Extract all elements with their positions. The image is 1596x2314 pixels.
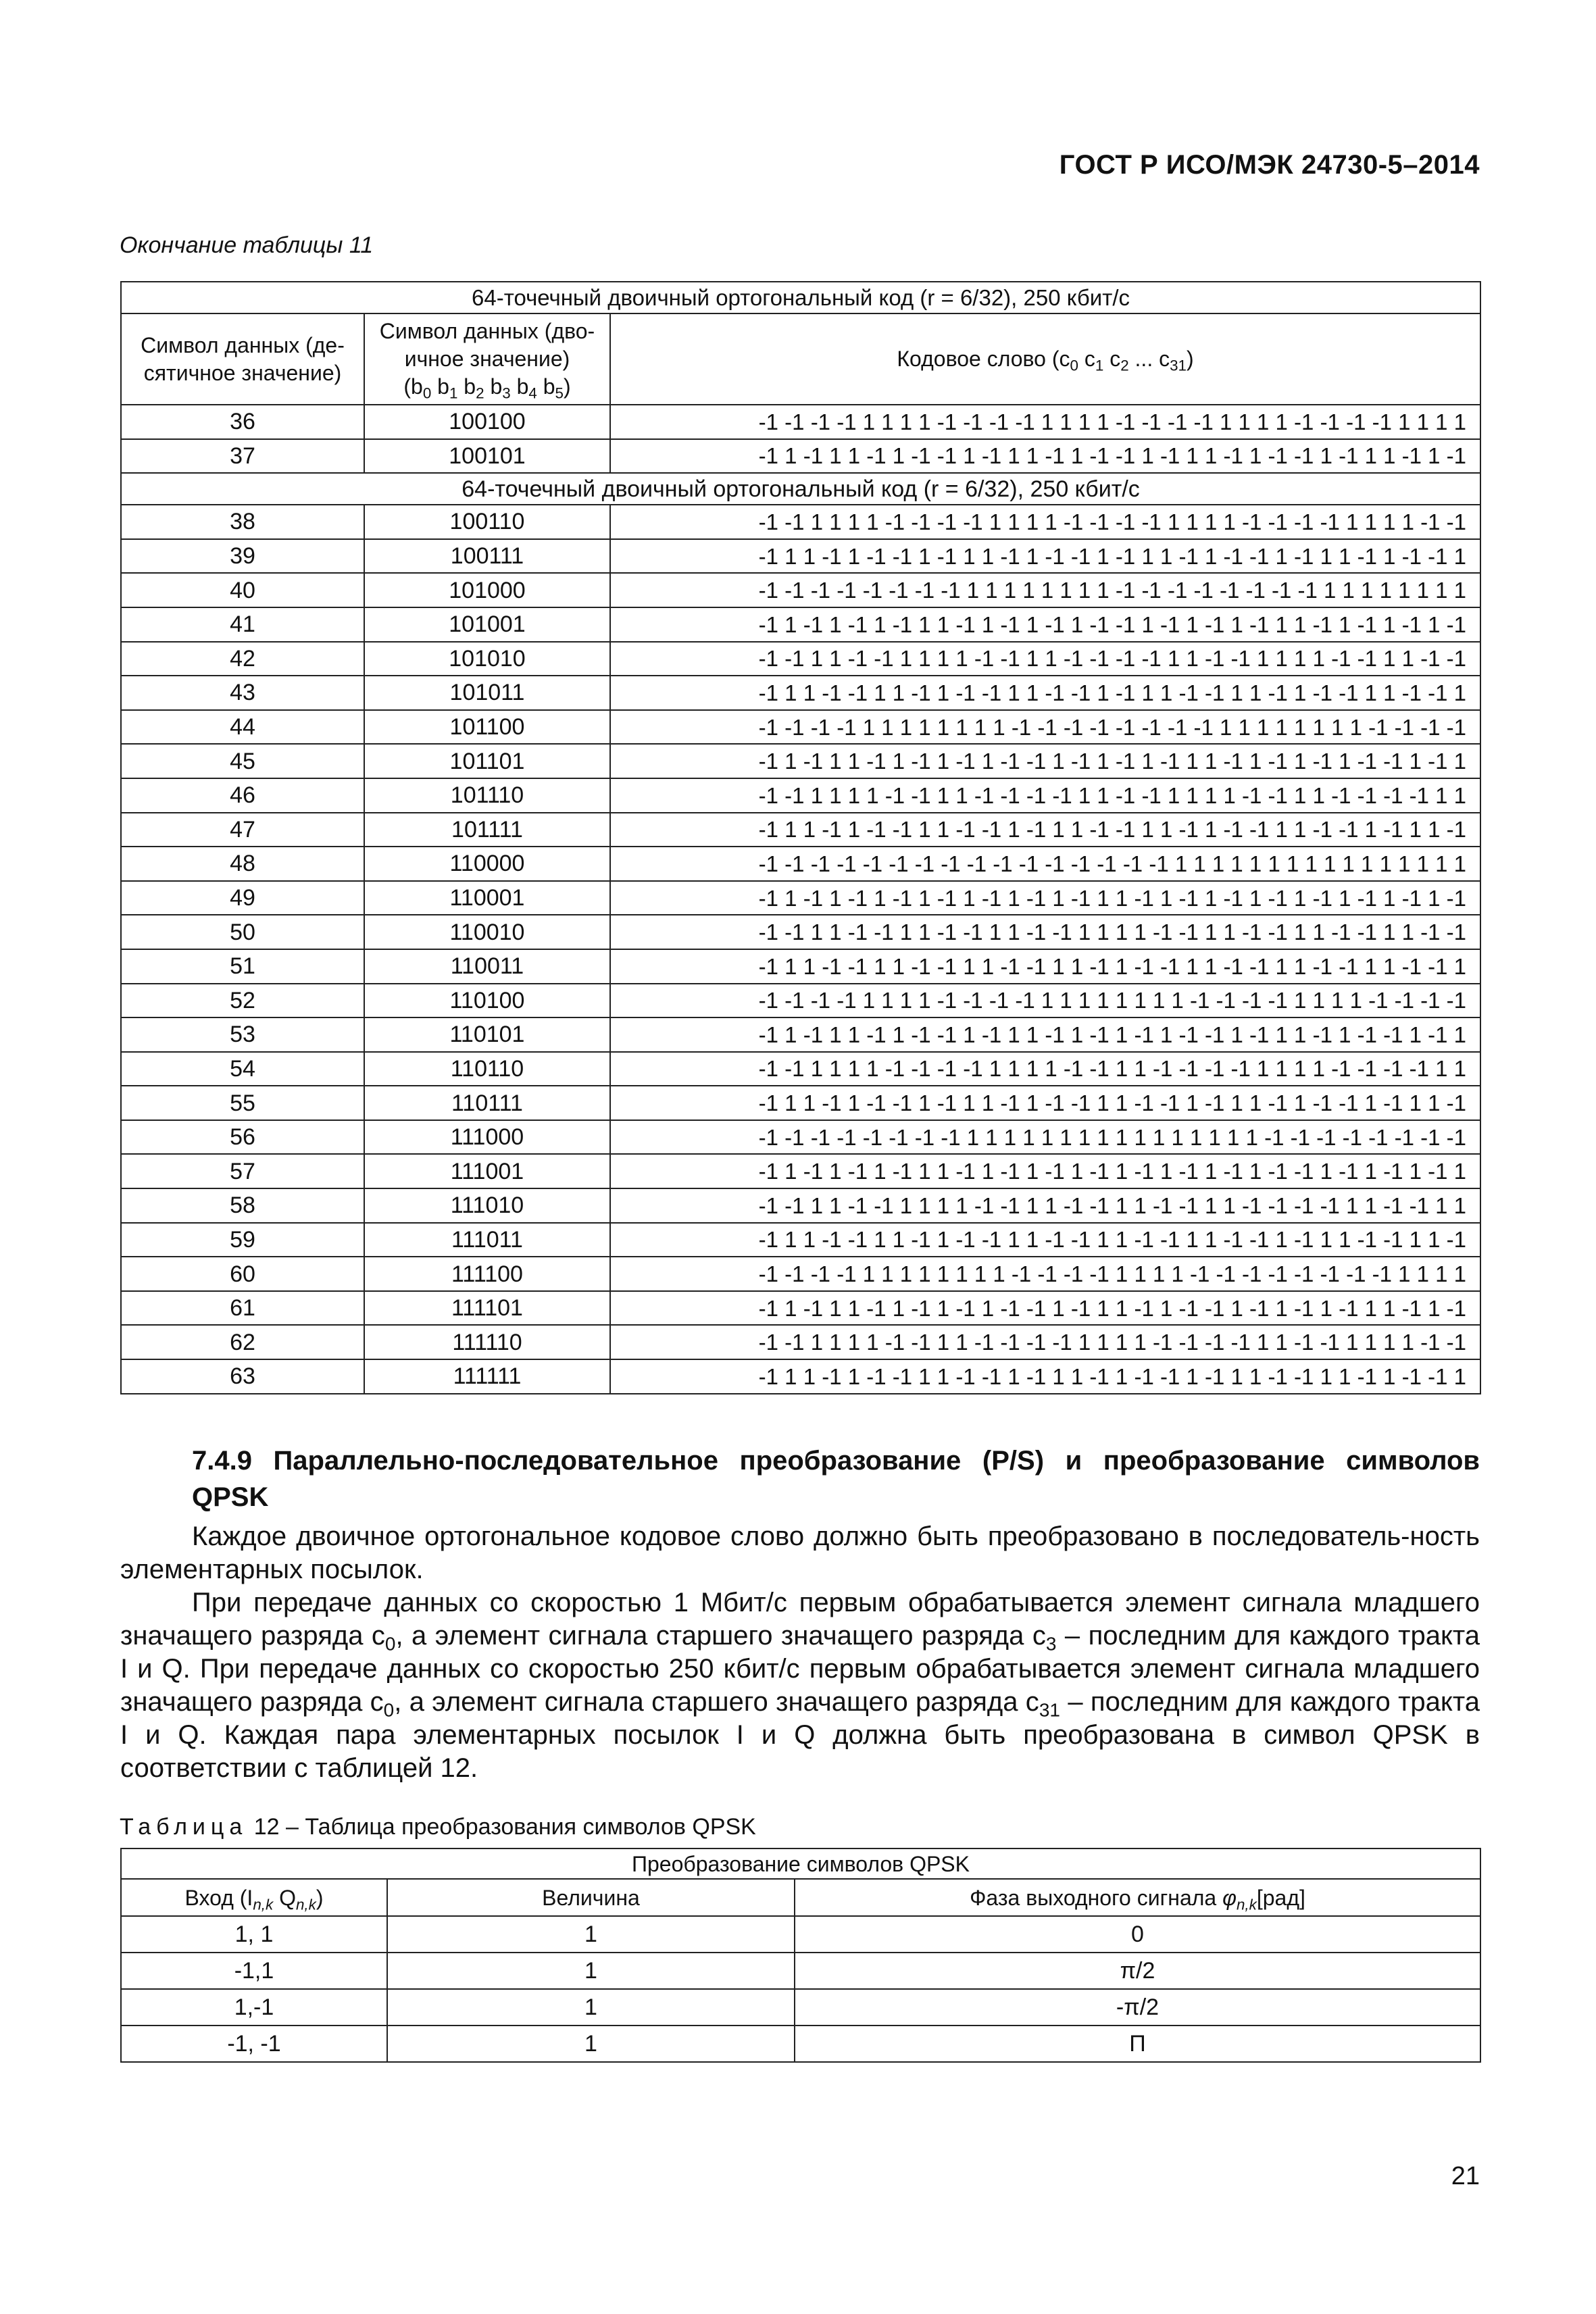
table11-cell-codeword: -1 1 1 -1 1 -1 -1 1 1 -1 -1 1 -1 1 1 -1 -1 1 1 -1 1 -1 -1 1 1 -1 -1 1 -1 1 1 -1 (610, 813, 1480, 847)
table11-caption: Окончание таблицы 11 (120, 232, 374, 258)
table11-cell-codeword: -1 1 -1 1 -1 1 -1 1 -1 1 -1 1 -1 1 -1 1 1 -1 1 -1 1 -1 1 -1 1 -1 1 -1 1 -1 1 -1 (610, 881, 1480, 915)
table11-cell-codeword: -1 1 1 -1 -1 1 1 -1 -1 1 1 -1 -1 1 1 -1 1 -1 -1 1 1 -1 -1 1 1 -1 -1 1 1 -1 -1 1 (610, 949, 1480, 984)
table11-cell-binary: 110111 (364, 1086, 610, 1120)
table-row (121, 949, 1480, 984)
table11-cell-codeword: -1 1 -1 1 1 -1 1 -1 -1 1 -1 1 1 -1 1 -1 1 -1 1 -1 -1 1 -1 1 1 -1 1 -1 -1 1 -1 1 (610, 1017, 1480, 1052)
table12-cell-phase: -π/2 (795, 1989, 1480, 2026)
document-header: ГОСТ Р ИСО/МЭК 24730-5–2014 (1059, 150, 1480, 180)
table12-cell-magnitude: 1 (387, 1953, 795, 1989)
table11-cell-binary: 101000 (364, 573, 610, 607)
table11-cell-codeword: -1 -1 -1 -1 1 1 1 1 1 1 1 1 -1 -1 -1 -1 1 1 1 1 -1 -1 -1 -1 -1 -1 -1 -1 1 1 1 1 (610, 1257, 1480, 1291)
table-row (121, 1325, 1480, 1359)
table11-col-binary-header-bits: ($b_0$ $b_1$ $b_2$ $b_3$ $b_4$ $b_5$) (403, 374, 571, 402)
table11-cell-codeword: -1 1 1 -1 1 -1 -1 1 1 -1 -1 1 -1 1 1 -1 1 -1 -1 1 -1 1 1 -1 -1 1 1 -1 1 -1 -1 1 (610, 1359, 1480, 1394)
table11-cell-codeword: -1 1 -1 1 1 -1 1 -1 -1 1 -1 1 1 -1 1 -1 -1 1 -1 1 1 -1 1 -1 -1 1 -1 1 1 -1 1 -1 (610, 439, 1480, 474)
section-paragraph-2: При передаче данных со скоростью 1 Мбит/с первым обрабатывается элемент сигнала младшего значащего разряда $c_0$, а элемент сигнала старшего значащего разряда $c_3$ – последним для каждого тракта I и Q. При передаче данных со скоростью 250 кбит/с первым обрабатывается элемент сигнала младшего значащего разряда $c_0$, а элемент сигнала старшего значащего разряда $c_{31}$ – последним для каждого тракта I и Q. Каждая пара элементарных посылок I и Q должна быть преобразована в символ QPSK в соответствии с таблицей 12. (120, 1588, 1480, 1783)
table-row (121, 642, 1480, 676)
table11-cell-codeword: -1 -1 -1 -1 -1 -1 -1 -1 -1 -1 -1 -1 -1 -1 -1 -1 1 1 1 1 1 1 1 1 1 1 1 1 1 1 1 1 (610, 847, 1480, 881)
table-row (121, 539, 1480, 574)
table-row (121, 813, 1480, 847)
table-row (121, 1086, 1480, 1120)
table-row (121, 881, 1480, 915)
table11-title: 64-точечный двоичный ортогональный код (r = 6/32), 250 кбит/с (121, 282, 1480, 313)
table-row (121, 984, 1480, 1018)
table11-cell-decimal: 55 (121, 1086, 364, 1120)
table-row (121, 405, 1480, 439)
table-row (121, 1052, 1480, 1086)
table-row (121, 1154, 1480, 1188)
table11-cell-codeword: -1 -1 1 1 -1 -1 1 1 1 1 -1 -1 1 1 -1 -1 -1 -1 1 1 -1 -1 1 1 1 1 -1 -1 1 1 -1 -1 (610, 642, 1480, 676)
table11-cell-binary: 110100 (364, 984, 610, 1018)
section-heading: 7.4.9 Параллельно-последовательное преобразование (P/S) и преобразование символов QPSK (192, 1446, 1480, 1512)
table12-cell-magnitude: 1 (387, 1916, 795, 1953)
table12-cell-phase: π/2 (795, 1953, 1480, 1989)
table-row (121, 439, 1480, 474)
table11-cell-codeword: -1 -1 -1 -1 -1 -1 -1 -1 1 1 1 1 1 1 1 1 1 1 1 1 1 1 1 1 -1 -1 -1 -1 -1 -1 -1 -1 (610, 1120, 1480, 1155)
table-row (121, 505, 1480, 539)
table-row (121, 1359, 1480, 1394)
table11-cell-decimal: 50 (121, 915, 364, 949)
table11-cell-codeword: -1 -1 -1 -1 1 1 1 1 -1 -1 -1 -1 1 1 1 1 1 1 1 1 -1 -1 -1 -1 1 1 1 1 -1 -1 -1 -1 (610, 984, 1480, 1018)
table11-cell-binary: 110110 (364, 1052, 610, 1086)
table11-cell-codeword: -1 1 1 -1 -1 1 1 -1 1 -1 -1 1 1 -1 -1 1 -1 1 1 -1 -1 1 1 -1 1 -1 -1 1 1 -1 -1 1 (610, 676, 1480, 710)
page-number: 21 (1451, 2162, 1480, 2190)
table11-cell-binary: 101011 (364, 676, 610, 710)
table12-cell-phase: 0 (795, 1916, 1480, 1953)
table11-cell-decimal: 59 (121, 1223, 364, 1257)
table11-cell-codeword: -1 1 -1 1 1 -1 1 -1 1 -1 1 -1 -1 1 -1 1 -1 1 -1 1 1 -1 1 -1 1 -1 1 -1 -1 1 -1 1 (610, 744, 1480, 778)
table11-cell-binary: 101010 (364, 642, 610, 676)
table11-cell-codeword: -1 1 -1 1 -1 1 -1 1 1 -1 1 -1 1 -1 1 -1 1 -1 1 -1 1 -1 1 -1 -1 1 -1 1 -1 1 -1 1 (610, 1154, 1480, 1188)
table11-cell-codeword: -1 -1 1 1 -1 -1 1 1 1 1 -1 -1 1 1 -1 -1 1 1 -1 -1 1 1 -1 -1 -1 -1 1 1 -1 -1 1 1 (610, 1188, 1480, 1223)
table11-cell-codeword: -1 1 1 -1 1 -1 -1 1 -1 1 1 -1 1 -1 -1 1 -1 1 1 -1 1 -1 -1 1 -1 1 1 -1 1 -1 -1 1 (610, 539, 1480, 574)
table-row (121, 607, 1480, 642)
table11-cell-binary: 111111 (364, 1359, 610, 1394)
table11-cell-binary: 100101 (364, 439, 610, 474)
table11-cell-decimal: 43 (121, 676, 364, 710)
table11-cell-binary: 111010 (364, 1188, 610, 1223)
table11-cell-decimal: 53 (121, 1017, 364, 1052)
table11-cell-binary: 111011 (364, 1223, 610, 1257)
table11-cell-codeword: -1 -1 1 1 1 1 -1 -1 -1 -1 1 1 1 1 -1 -1 1 1 -1 -1 -1 -1 1 1 1 1 -1 -1 -1 -1 1 1 (610, 1052, 1480, 1086)
table-row (121, 473, 1480, 505)
table-row (121, 1017, 1480, 1052)
table12-cell-input: 1, 1 (121, 1916, 387, 1953)
table11-cell-codeword: -1 -1 -1 -1 1 1 1 1 -1 -1 -1 -1 1 1 1 1 -1 -1 -1 -1 1 1 1 1 -1 -1 -1 -1 1 1 1 1 (610, 405, 1480, 439)
table11-cell-decimal: 48 (121, 847, 364, 881)
table-row (121, 915, 1480, 949)
table11 (120, 281, 1481, 1394)
table11-cell-codeword: -1 -1 -1 -1 -1 -1 -1 -1 1 1 1 1 1 1 1 1 -1 -1 -1 -1 -1 -1 -1 -1 1 1 1 1 1 1 1 1 (610, 573, 1480, 607)
table11-cell-binary: 100100 (364, 405, 610, 439)
table-row (121, 1291, 1480, 1326)
table11-cell-binary: 110011 (364, 949, 610, 984)
table11-col-binary-header-text: Символ данных (дво-ичное значение) (379, 319, 595, 372)
table11-cell-decimal: 60 (121, 1257, 364, 1291)
table11-cell-binary: 110000 (364, 847, 610, 881)
table11-cell-binary: 110010 (364, 915, 610, 949)
table11-cell-decimal: 49 (121, 881, 364, 915)
table11-cell-codeword: -1 1 -1 1 -1 1 -1 1 1 -1 1 -1 1 -1 1 -1 -1 1 -1 1 -1 1 -1 1 1 -1 1 -1 1 -1 1 -1 (610, 607, 1480, 642)
table11-cell-codeword: -1 -1 1 1 1 1 -1 -1 1 1 -1 -1 -1 -1 1 1 1 1 -1 -1 -1 -1 1 1 -1 -1 1 1 1 1 -1 -1 (610, 1325, 1480, 1359)
table-row (121, 1257, 1480, 1291)
table11-cell-decimal: 56 (121, 1120, 364, 1155)
table11-cell-decimal: 42 (121, 642, 364, 676)
table11-cell-decimal: 46 (121, 778, 364, 813)
table11-cell-decimal: 36 (121, 405, 364, 439)
table11-cell-codeword: -1 1 1 -1 -1 1 1 -1 1 -1 -1 1 1 -1 -1 1 1 -1 -1 1 1 -1 -1 1 -1 1 1 -1 -1 1 1 -1 (610, 1223, 1480, 1257)
table11-cell-binary: 110101 (364, 1017, 610, 1052)
section-paragraph-1: Каждое двоичное ортогональное кодовое слово должно быть преобразовано в последователь-ность элементарных посылок. (120, 1521, 1480, 1584)
table12-caption (120, 1814, 756, 1840)
table-row (121, 1120, 1480, 1155)
table12-cell-input: 1,-1 (121, 1989, 387, 2026)
table11-subtitle: 64-точечный двоичный ортогональный код (r = 6/32), 250 кбит/с (121, 473, 1480, 505)
table-row (121, 676, 1480, 710)
table12-col-phase-header: Фаза выходного сигнала $\varphi_{n,k}[рад]$ (795, 1879, 1480, 1916)
table11-cell-binary: 100110 (364, 505, 610, 539)
table-row (121, 778, 1480, 813)
table-row (121, 573, 1480, 607)
table11-cell-decimal: 54 (121, 1052, 364, 1086)
table12 (120, 1848, 1481, 2063)
table11-cell-binary: 111001 (364, 1154, 610, 1188)
table-row (121, 2026, 1480, 2062)
table11-cell-binary: 111100 (364, 1257, 610, 1291)
table-row (121, 1223, 1480, 1257)
table12-col-magnitude-header: Величина (387, 1879, 795, 1916)
table11-cell-decimal: 52 (121, 984, 364, 1018)
table11-cell-binary: 101001 (364, 607, 610, 642)
table11-cell-decimal: 51 (121, 949, 364, 984)
table11-cell-codeword: -1 1 1 -1 1 -1 -1 1 -1 1 1 -1 1 -1 -1 1 1 -1 -1 1 -1 1 1 -1 1 -1 -1 1 -1 1 1 -1 (610, 1086, 1480, 1120)
table-row (121, 1188, 1480, 1223)
table11-cell-decimal: 61 (121, 1291, 364, 1326)
table-row (121, 847, 1480, 881)
table11-cell-decimal: 44 (121, 710, 364, 745)
table11-cell-decimal: 47 (121, 813, 364, 847)
table12-cell-magnitude: 1 (387, 2026, 795, 2062)
table12-caption-prefix: Таблица (120, 1814, 248, 1840)
table12-title: Преобразование символов QPSK (121, 1848, 1480, 1879)
table11-cell-decimal: 62 (121, 1325, 364, 1359)
table-row (121, 1916, 1480, 1953)
table11-cell-binary: 110001 (364, 881, 610, 915)
table11-cell-decimal: 57 (121, 1154, 364, 1188)
table11-col-codeword-header: Кодовое слово ($c_0$ $c_1$ $c_2$ ... $c_{31}$) (610, 313, 1480, 405)
table12-cell-input: -1, -1 (121, 2026, 387, 2062)
table11-cell-binary: 111101 (364, 1291, 610, 1326)
table11-cell-binary: 100111 (364, 539, 610, 574)
table12-cell-magnitude: 1 (387, 1989, 795, 2026)
table11-cell-decimal: 37 (121, 439, 364, 474)
table11-cell-binary: 101101 (364, 744, 610, 778)
table11-cell-decimal: 38 (121, 505, 364, 539)
table11-cell-binary: 111000 (364, 1120, 610, 1155)
table-row (121, 1953, 1480, 1989)
table11-cell-codeword: -1 -1 1 1 -1 -1 1 1 -1 -1 1 1 -1 -1 1 1 1 1 -1 -1 1 1 -1 -1 1 1 -1 -1 1 1 -1 -1 (610, 915, 1480, 949)
table12-cell-phase: П (795, 2026, 1480, 2062)
table12-caption-text: 12 – Таблица преобразования символов QPSK (253, 1814, 756, 1840)
table11-col-binary-header (364, 313, 610, 405)
table12-col-input-header: Вход ($I_{n,k}$ $Q_{n,k}$) (121, 1879, 387, 1916)
table11-cell-codeword: -1 1 -1 1 1 -1 1 -1 1 -1 1 -1 -1 1 -1 1 1 -1 1 -1 -1 1 -1 1 -1 1 -1 1 1 -1 1 -1 (610, 1291, 1480, 1326)
table11-cell-codeword: -1 -1 -1 -1 1 1 1 1 1 1 1 1 -1 -1 -1 -1 -1 -1 -1 -1 1 1 1 1 1 1 1 1 -1 -1 -1 -1 (610, 710, 1480, 745)
table-row (121, 1989, 1480, 2026)
table11-cell-decimal: 58 (121, 1188, 364, 1223)
table12-cell-input: -1,1 (121, 1953, 387, 1989)
table11-cell-codeword: -1 -1 1 1 1 1 -1 -1 1 1 -1 -1 -1 -1 1 1 -1 -1 1 1 1 1 -1 -1 1 1 -1 -1 -1 -1 1 1 (610, 778, 1480, 813)
table11-col-decimal-header: Символ данных (де-сятичное значение) (121, 313, 364, 405)
table-row (121, 710, 1480, 745)
table11-cell-decimal: 63 (121, 1359, 364, 1394)
table-row (121, 744, 1480, 778)
table11-cell-binary: 101111 (364, 813, 610, 847)
table11-cell-binary: 101100 (364, 710, 610, 745)
table11-cell-codeword: -1 -1 1 1 1 1 -1 -1 -1 -1 1 1 1 1 -1 -1 -1 -1 1 1 1 1 -1 -1 -1 -1 1 1 1 1 -1 -1 (610, 505, 1480, 539)
table11-cell-decimal: 41 (121, 607, 364, 642)
table11-cell-decimal: 40 (121, 573, 364, 607)
table11-cell-decimal: 39 (121, 539, 364, 574)
table11-cell-binary: 111110 (364, 1325, 610, 1359)
table11-cell-decimal: 45 (121, 744, 364, 778)
table11-cell-binary: 101110 (364, 778, 610, 813)
